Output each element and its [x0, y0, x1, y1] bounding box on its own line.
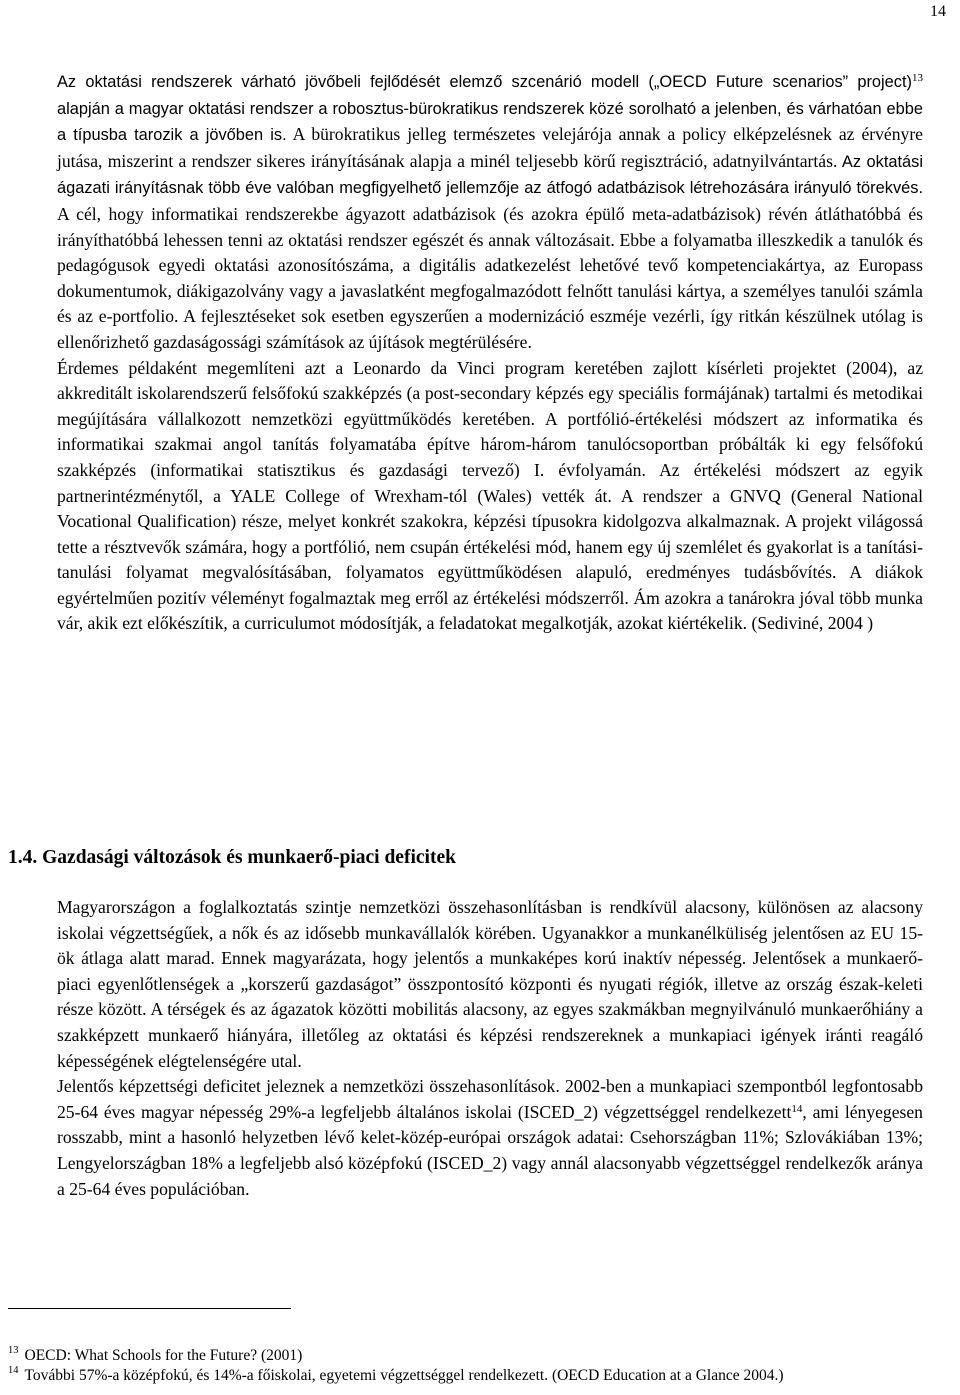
footnote-14	[8, 1366, 938, 1386]
paragraph-scenario-model	[57, 69, 923, 356]
footnote-mark: 14	[8, 1365, 19, 1376]
footnote-text: További 57%-a középfokú, és 14%-a főiskolai, egyetemi végzettséggel rendelkezett. (OECD Education at a Glance 2004.)	[24, 1367, 784, 1384]
paragraph-sentence: alapján a magyar oktatási rendszer a robosztus-bürokratikus rendszerek közé sorolható a jelenben, és várhatóan ebbe a típusba tarozik a jövőben is.	[57, 99, 923, 145]
section-body	[57, 895, 923, 1202]
paragraph-sentence: A bürokratikus jelleg természetes velejárója annak a policy elképzelésnek az érvényre jutása, miszerint a rendszer sikeres irányításának alapja a minél teljesebb körű regisztráció, adatnyilvántartás.	[57, 124, 923, 171]
paragraph-leonardo-project: Érdemes példaként megemlíteni azt a Leonardo da Vinci program keretében zajlott kísérleti projektet (2004), az akkreditált iskolarendszerű felsőfokú szakképzés (a post-secondary képzés egy speciális formájának) tartalmi és metodikai megújítására vállalkozott nemzetközi együttműködés keretében. A portfólió-értékelési módszert az informatika és informatikai szakmai angol tanítás folyamatába építve három-három tanulócsoportban próbálták ki egy felsőfokú szakképzés (informatikai statisztikus és gazdasági tervező) I. évfolyamán. Az értékelési módszert az egyik partnerintézménytől, a YALE College of Wrexham-tól (Wales) vették át. A rendszer a GNVQ (General National Vocational Qualification) része, melyet konkrét szakokra, képzési típusokra kidolgozva alkalmaznak. A projekt világossá tette a résztvevők számára, hogy a portfólió, nem csupán értékelési mód, hanem egy új szemlélet és gyakorlat is a tanítási-tanulási folyamat megvalósításában, folyamatos együttműködésen alapuló, eredményes tudásbővítés. A diákok egyértelműen pozitív véleményt fogalmaztak meg erről az értékelési módszerről. Ám azokra a tanárokra jóval több munka vár, akik ezt előkészítik, a curriculumot módosítják, a feladatokat megalkotják, azokat kiértékelik. (Sediviné, 2004 )	[57, 357, 923, 634]
page-number: 14	[930, 3, 946, 20]
paragraph-skills-deficit	[57, 1074, 923, 1202]
footnote-ref-13[interactable]: 13	[912, 72, 923, 84]
footnote-text: OECD: What Schools for the Future? (2001)	[24, 1347, 303, 1364]
section-heading: 1.4. Gazdasági változások és munkaerő-piaci deficitek	[8, 847, 456, 868]
footnote-13	[8, 1346, 938, 1366]
footnote-ref-14[interactable]: 14	[791, 1102, 803, 1115]
paragraph-sentence: , ami lényegesen rosszabb, mint a hasonló helyzetben lévő kelet-közép-európai országok adatai: Csehországban 11%; Szlovákiában 13%; Lengyelországban 18% a legfeljebb alsó középfokú (ISCED_2) vagy annál alacsonyabb végzettséggel rendelkezők aránya a 25-64 éves populációban.	[57, 1101, 923, 1199]
paragraph-sentence: Az oktatási ágazati irányításnak több éve valóban megfigyelhető jellemzője az átfogó adatbázisok létrehozására irányuló törekvés.	[57, 152, 923, 198]
footnote-separator	[8, 1308, 291, 1309]
footnotes	[8, 1346, 938, 1386]
footnote-mark: 13	[8, 1345, 19, 1356]
paragraph-employment: Magyarországon a foglalkoztatás szintje nemzetközi összehasonlításban is rendkívül alacsony, különösen az alacsony iskolai végzettségűek, a nők és az idősebb munkavállalók körében. Ugyanakkor a munkanélküliség jelentősen az EU 15-ök átlaga alatt marad. Ennek magyarázata, hogy jelentős a munkaképes korú inaktív népesség. Jelentősek a munkaerő-piaci egyenlőtlenségek a „korszerű gazdaságot” összpontosító központi és nyugati régiók, illetve az ország észak-keleti része között. A térségek és az ágazatok közötti mobilitás alacsony, az egyes szakmákban megnyilvánuló munkaerőhiány a szakképzett munkaerő hiányára, illetőleg az oktatási és képzési rendszereknek a munkapiaci igények iránti reagáló képességének elégtelenségére utal.	[57, 897, 923, 1071]
paragraph-sentence: A cél, hogy informatikai rendszerekbe ágyazott adatbázisok (és azokra épülő meta-adatbázisok) révén átláthatóbbá és irányíthatóbbá lehessen tenni az oktatási rendszer egészét és annak változásait. Ebbe a folyamatba illeszkedik a tanulók és pedagógusok egyedi oktatási azonosítószáma, a digitális adatkezelést lehetővé tevő kompetenciakártya, az Europass dokumentumok, diákigazolvány vagy a javaslatként megfogalmazódott felnőtt tanulási kártya, a személyes tanulói számla és az e-portfolio. A fejlesztéseket sok esetben egyszerűen a modernizáció eszméje vezérli, így ritkán készülnek utólag is ellenőrizhető gazdaságossági számítások az újítások megtérülésére.	[57, 203, 923, 352]
paragraph-sentence: Jelentős képzettségi deficitet jeleznek a nemzetközi összehasonlítások. 2002-ben a munkapiaci szempontból legfontosabb 25-64 éves magyar népesség 29%-a legfeljebb általános iskolai (ISCED_2) végzettséggel rendelkezett	[57, 1076, 923, 1122]
body-text	[57, 69, 923, 637]
paragraph-sentence: Az oktatási rendszerek várható jövőbeli fejlődését elemző szcenárió modell („OECD Future scenarios” project)	[57, 73, 912, 91]
